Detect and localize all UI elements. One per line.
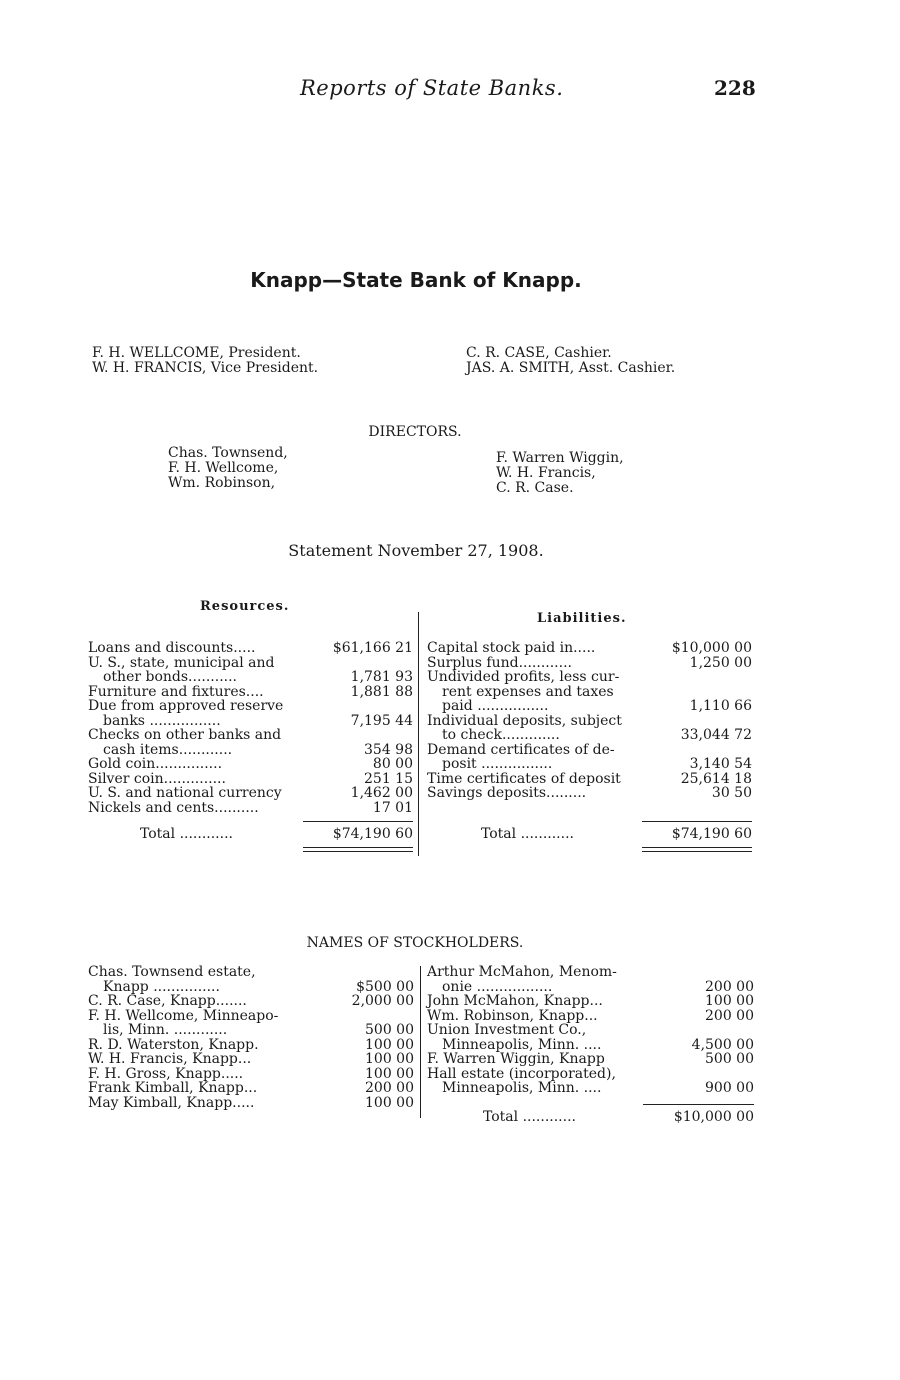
director: C. R. Case. bbox=[496, 480, 574, 496]
liability-row bbox=[427, 772, 752, 787]
liability-row-amount: 1,250 00 bbox=[689, 654, 752, 671]
liability-row-label: Savings deposits......... bbox=[427, 785, 587, 801]
resource-row-amount: 1,781 93 bbox=[350, 669, 413, 685]
officer-asst-cashier: JAS. A. SMITH, Asst. Cashier. bbox=[466, 360, 676, 376]
stockholder-row-amount: 100 00 bbox=[705, 993, 754, 1009]
stockholder-row bbox=[88, 1023, 414, 1038]
liabilities-heading: Liabilities. bbox=[537, 611, 627, 626]
director: Chas. Townsend, bbox=[168, 445, 288, 461]
director: W. H. Francis, bbox=[496, 465, 596, 481]
resource-row bbox=[88, 699, 413, 714]
stockholder-row-label: R. D. Waterston, Knapp. bbox=[88, 1036, 259, 1053]
stockholder-row-amount: 200 00 bbox=[705, 1007, 754, 1024]
liability-row-label: Individual deposits, subject bbox=[427, 712, 622, 729]
liability-row-label: Capital stock paid in..... bbox=[427, 640, 596, 656]
stockholder-row bbox=[88, 1009, 414, 1024]
resource-row-label: cash items............ bbox=[103, 741, 233, 758]
column-divider bbox=[418, 612, 419, 856]
stockholder-row-amount: 100 00 bbox=[365, 1094, 414, 1111]
stockholder-row-label: Minneapolis, Minn. .... bbox=[442, 1080, 602, 1096]
liability-row bbox=[427, 743, 752, 758]
liability-row-label: posit ................ bbox=[442, 756, 553, 772]
resource-row-amount: 251 15 bbox=[364, 770, 413, 787]
resources-total-row bbox=[88, 827, 413, 842]
stockholder-row-label: May Kimball, Knapp..... bbox=[88, 1094, 255, 1111]
stockholder-row-label: onie ................. bbox=[442, 978, 553, 995]
liability-row-amount: 1,110 66 bbox=[689, 698, 752, 714]
liability-row bbox=[427, 670, 752, 685]
liability-row-label: paid ................ bbox=[442, 698, 549, 714]
stockholder-row bbox=[88, 994, 414, 1009]
officer-vice-president: W. H. FRANCIS, Vice President. bbox=[92, 360, 319, 376]
stockholder-row bbox=[427, 1081, 754, 1096]
stockholder-row-amount: 500 00 bbox=[705, 1051, 754, 1067]
stockholder-row-amount: 100 00 bbox=[365, 1051, 414, 1067]
stockholder-row-label: F. H. Gross, Knapp..... bbox=[88, 1065, 244, 1082]
liability-row bbox=[427, 685, 752, 700]
stockholders-right-list bbox=[427, 965, 754, 1096]
resource-row bbox=[88, 641, 413, 656]
director: F. Warren Wiggin, bbox=[496, 450, 624, 466]
statement-title: Statement November 27, 1908. bbox=[288, 541, 544, 560]
stockholders-total-label: Total ............ bbox=[483, 1109, 576, 1125]
resource-row bbox=[88, 714, 413, 729]
liability-row bbox=[427, 714, 752, 729]
liability-row-label: Undivided profits, less cur- bbox=[427, 669, 620, 685]
stockholder-row-amount: 2,000 00 bbox=[351, 993, 414, 1009]
stockholder-row-label: W. H. Francis, Knapp... bbox=[88, 1051, 252, 1067]
stockholder-row-label: Wm. Robinson, Knapp... bbox=[427, 1007, 598, 1024]
liability-row bbox=[427, 728, 752, 743]
stockholder-row bbox=[427, 1067, 754, 1082]
stockholder-row-label: Hall estate (incorporated), bbox=[427, 1065, 616, 1082]
stockholder-row-amount: 900 00 bbox=[705, 1080, 754, 1096]
resource-row-label: U. S. and national currency bbox=[88, 785, 282, 801]
resource-row bbox=[88, 670, 413, 685]
resource-row-amount: 1,462 00 bbox=[350, 785, 413, 801]
resource-row-amount: 17 01 bbox=[372, 799, 413, 816]
stockholder-row-label: Chas. Townsend estate, bbox=[88, 964, 256, 980]
resource-row bbox=[88, 757, 413, 772]
stockholder-row bbox=[88, 1067, 414, 1082]
stockholder-row bbox=[88, 1096, 414, 1111]
liability-row bbox=[427, 786, 752, 801]
resources-total-label: Total ............ bbox=[140, 826, 233, 842]
stockholders-total-row bbox=[427, 1110, 754, 1125]
resource-row-label: Loans and discounts..... bbox=[88, 640, 256, 656]
resource-row-amount: 354 98 bbox=[364, 741, 413, 758]
resource-row-label: Gold coin............... bbox=[88, 756, 223, 772]
liability-row bbox=[427, 656, 752, 671]
stockholder-row-label: Knapp ............... bbox=[103, 978, 220, 995]
liability-row-label: Time certificates of deposit bbox=[427, 770, 621, 787]
stockholder-row-label: lis, Minn. ............ bbox=[103, 1022, 228, 1038]
resources-total-amount: $74,190 60 bbox=[332, 826, 413, 842]
stockholder-row bbox=[427, 1052, 754, 1067]
resources-list bbox=[88, 641, 413, 815]
liability-row-label: Surplus fund............ bbox=[427, 654, 572, 671]
liability-row-amount: 25,614 18 bbox=[680, 770, 752, 787]
stockholder-row bbox=[427, 1038, 754, 1053]
resource-row-label: U. S., state, municipal and bbox=[88, 654, 275, 671]
stockholder-row bbox=[88, 1038, 414, 1053]
stockholder-row-label: Union Investment Co., bbox=[427, 1022, 587, 1038]
stockholder-row-label: F. Warren Wiggin, Knapp bbox=[427, 1051, 605, 1067]
stockholder-row bbox=[427, 965, 754, 980]
stockholder-row-label: Frank Kimball, Knapp... bbox=[88, 1080, 258, 1096]
liability-row-amount: 30 50 bbox=[711, 785, 752, 801]
resource-row bbox=[88, 772, 413, 787]
resource-row-label: Silver coin.............. bbox=[88, 770, 226, 787]
stockholder-row-amount: 100 00 bbox=[365, 1065, 414, 1082]
officer-cashier: C. R. CASE, Cashier. bbox=[466, 345, 612, 361]
liabilities-total-row bbox=[427, 827, 752, 842]
liability-row-amount: 33,044 72 bbox=[680, 727, 752, 743]
stockholder-row-label: John McMahon, Knapp... bbox=[427, 993, 603, 1009]
resource-row bbox=[88, 728, 413, 743]
liability-row-amount: 3,140 54 bbox=[689, 756, 752, 772]
liabilities-total-label: Total ............ bbox=[481, 826, 574, 842]
stockholder-row-amount: 4,500 00 bbox=[691, 1036, 754, 1053]
stockholder-row-label: Arthur McMahon, Menom- bbox=[427, 964, 617, 980]
stockholder-row-label: Minneapolis, Minn. .... bbox=[442, 1036, 602, 1053]
directors-heading: DIRECTORS. bbox=[368, 424, 462, 440]
officer-president: F. H. WELLCOME, President. bbox=[92, 345, 301, 361]
liabilities-total-amount: $74,190 60 bbox=[671, 826, 752, 842]
stockholders-total-amount: $10,000 00 bbox=[673, 1109, 754, 1125]
stockholder-row bbox=[88, 1081, 414, 1096]
liability-row-label: Demand certificates of de- bbox=[427, 741, 615, 758]
resources-sum-rule bbox=[303, 821, 413, 822]
stockholder-row-amount: 200 00 bbox=[365, 1080, 414, 1096]
page-number: 228 bbox=[714, 76, 756, 100]
stockholder-row bbox=[88, 1052, 414, 1067]
resource-row-label: Furniture and fixtures.... bbox=[88, 683, 264, 700]
resource-row bbox=[88, 786, 413, 801]
resource-row-amount: 7,195 44 bbox=[350, 712, 413, 729]
resource-row-label: Checks on other banks and bbox=[88, 727, 282, 743]
resource-row-label: Due from approved reserve bbox=[88, 698, 284, 714]
liability-row bbox=[427, 699, 752, 714]
stockholders-divider bbox=[420, 966, 421, 1118]
stockholder-row-amount: 100 00 bbox=[365, 1036, 414, 1053]
resources-double-rule bbox=[303, 847, 413, 852]
stockholder-row-amount: 200 00 bbox=[705, 978, 754, 995]
stockholder-row-amount: 500 00 bbox=[365, 1022, 414, 1038]
resource-row-amount: 1,881 88 bbox=[350, 683, 413, 700]
stockholder-row bbox=[427, 980, 754, 995]
officers-left bbox=[92, 346, 318, 376]
stockholders-heading: NAMES OF STOCKHOLDERS. bbox=[306, 935, 524, 951]
liability-row-amount: $10,000 00 bbox=[671, 640, 752, 656]
director: F. H. Wellcome, bbox=[168, 460, 279, 476]
stockholder-row bbox=[427, 1023, 754, 1038]
stockholders-sum-rule bbox=[643, 1104, 754, 1105]
resource-row-label: Nickels and cents.......... bbox=[88, 799, 259, 816]
officers-right bbox=[466, 346, 675, 376]
stockholders-left-list bbox=[88, 965, 414, 1110]
resource-row bbox=[88, 801, 413, 816]
resource-row bbox=[88, 685, 413, 700]
liability-row-label: rent expenses and taxes bbox=[442, 683, 614, 700]
stockholder-row bbox=[427, 994, 754, 1009]
stockholder-row bbox=[88, 965, 414, 980]
stockholder-row-amount: $500 00 bbox=[356, 978, 414, 995]
running-header-title: Reports of State Banks. bbox=[300, 76, 564, 100]
resource-row-label: other bonds........... bbox=[103, 669, 238, 685]
resource-row-amount: $61,166 21 bbox=[332, 640, 413, 656]
directors-right bbox=[496, 451, 624, 496]
resource-row-amount: 80 00 bbox=[372, 756, 413, 772]
liability-row-label: to check............. bbox=[442, 727, 560, 743]
liabilities-sum-rule bbox=[642, 821, 752, 822]
liabilities-list bbox=[427, 641, 752, 801]
liabilities-double-rule bbox=[642, 847, 752, 852]
stockholder-row-label: C. R. Case, Knapp....... bbox=[88, 993, 247, 1009]
resource-row bbox=[88, 656, 413, 671]
stockholder-row-label: F. H. Wellcome, Minneapo- bbox=[88, 1007, 279, 1024]
director: Wm. Robinson, bbox=[168, 475, 276, 491]
liability-row bbox=[427, 757, 752, 772]
stockholder-row bbox=[427, 1009, 754, 1024]
resources-heading: Resources. bbox=[200, 599, 290, 614]
bank-title: Knapp—State Bank of Knapp. bbox=[250, 268, 582, 292]
resource-row-label: banks ................ bbox=[103, 712, 221, 729]
stockholder-row bbox=[88, 980, 414, 995]
resource-row bbox=[88, 743, 413, 758]
directors-left bbox=[168, 446, 288, 491]
liability-row bbox=[427, 641, 752, 656]
